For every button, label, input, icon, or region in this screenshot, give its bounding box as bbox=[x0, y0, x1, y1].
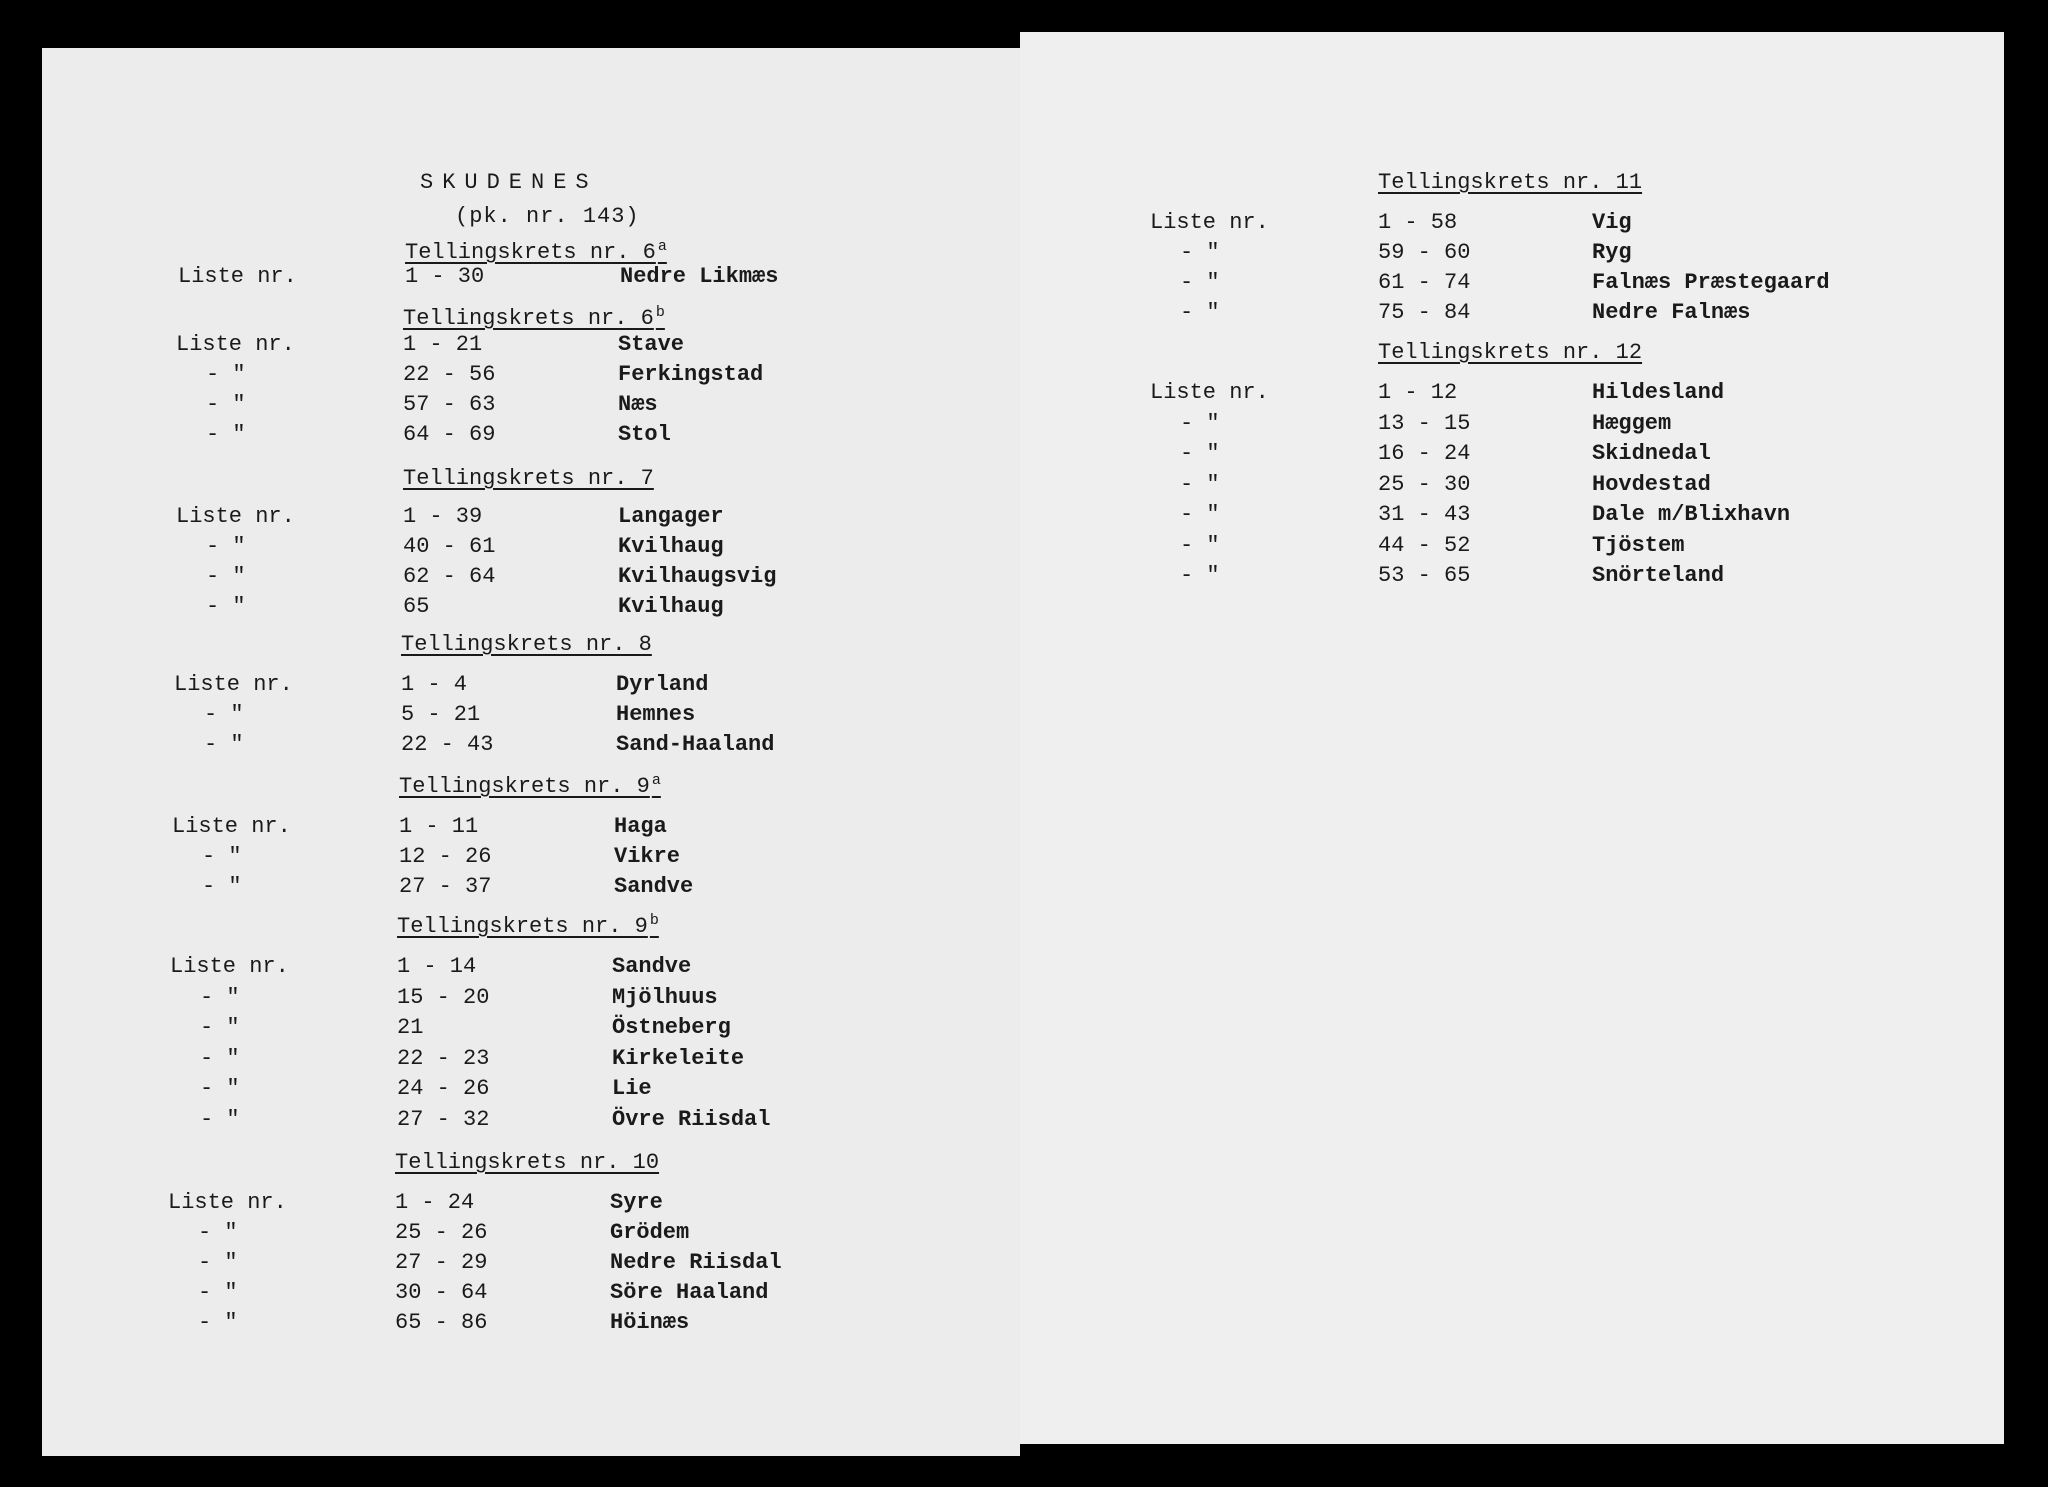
list-range: 57 - 63 bbox=[403, 392, 496, 417]
list-range: 44 - 52 bbox=[1378, 532, 1471, 558]
place-name: Söre Haaland bbox=[610, 1280, 769, 1305]
census-district-heading bbox=[401, 632, 652, 658]
ditto-label: - " bbox=[206, 594, 246, 619]
list-range: 22 - 23 bbox=[397, 1045, 490, 1071]
ditto-label: - " bbox=[206, 392, 246, 417]
list-range: 5 - 21 bbox=[401, 702, 481, 727]
census-district-heading-text: Tellingskrets nr. 11 bbox=[1378, 170, 1643, 195]
ditto-label: - " bbox=[1180, 240, 1220, 265]
place-name: Nedre Falnæs bbox=[1592, 300, 1751, 325]
list-range: 22 - 56 bbox=[403, 362, 496, 387]
list-range: 12 - 26 bbox=[399, 844, 492, 869]
place-name: Sandve bbox=[614, 874, 694, 899]
list-label: Liste nr. bbox=[176, 504, 295, 529]
ditto-label: - " bbox=[200, 1045, 240, 1071]
census-district-heading-text: Tellingskrets nr. 6 bbox=[405, 240, 656, 265]
ditto-label: - " bbox=[202, 844, 242, 869]
place-name: Sandve bbox=[612, 954, 692, 979]
ditto-label: - " bbox=[200, 1076, 240, 1101]
place-name: Hovdestad bbox=[1592, 471, 1711, 497]
list-range: 61 - 74 bbox=[1378, 270, 1471, 295]
place-name: Vig bbox=[1592, 210, 1632, 235]
ditto-label: - " bbox=[198, 1220, 238, 1245]
list-label: Liste nr. bbox=[178, 264, 297, 289]
ditto-label: - " bbox=[202, 874, 242, 899]
place-name: Stave bbox=[618, 332, 685, 357]
census-district-heading bbox=[403, 306, 665, 332]
census-district-heading bbox=[399, 774, 661, 800]
list-range: 75 - 84 bbox=[1378, 300, 1471, 325]
census-district-heading-text: Tellingskrets nr. 7 bbox=[403, 466, 654, 491]
list-range: 13 - 15 bbox=[1378, 410, 1471, 436]
place-name: Dale m/Blixhavn bbox=[1592, 502, 1791, 527]
list-label: Liste nr. bbox=[174, 672, 293, 697]
ditto-label: - " bbox=[198, 1280, 238, 1305]
census-district-suffix: a bbox=[651, 772, 661, 789]
ditto-label: - " bbox=[198, 1310, 238, 1335]
list-label: Liste nr. bbox=[1150, 210, 1269, 235]
list-range: 1 - 30 bbox=[405, 264, 485, 289]
list-range: 1 - 39 bbox=[403, 504, 483, 529]
list-range: 59 - 60 bbox=[1378, 240, 1471, 265]
place-name: Snörteland bbox=[1592, 563, 1725, 588]
ditto-label: - " bbox=[1180, 471, 1220, 497]
place-name: Kvilhaug bbox=[618, 534, 724, 559]
ditto-label: - " bbox=[204, 732, 244, 757]
ditto-label: - " bbox=[1180, 563, 1220, 588]
place-name: Grödem bbox=[610, 1220, 690, 1245]
place-name: Vikre bbox=[614, 844, 681, 869]
place-name: Lie bbox=[612, 1076, 652, 1101]
place-name: Syre bbox=[610, 1190, 663, 1215]
place-name: Hæggem bbox=[1592, 410, 1672, 436]
list-range: 27 - 37 bbox=[399, 874, 492, 899]
place-name: Næs bbox=[618, 392, 658, 417]
ditto-label: - " bbox=[1180, 300, 1220, 325]
list-range: 1 - 4 bbox=[401, 672, 468, 697]
place-name: Nedre Riisdal bbox=[610, 1250, 782, 1275]
place-name: Ferkingstad bbox=[618, 362, 764, 387]
list-range: 1 - 21 bbox=[403, 332, 483, 357]
ditto-label: - " bbox=[1180, 502, 1220, 527]
ditto-label: - " bbox=[200, 1015, 240, 1040]
list-range: 31 - 43 bbox=[1378, 502, 1471, 527]
ditto-label: - " bbox=[206, 362, 246, 387]
ditto-label: - " bbox=[206, 534, 246, 559]
list-range: 65 bbox=[403, 594, 430, 619]
place-name: Skidnedal bbox=[1592, 441, 1711, 466]
list-range: 15 - 20 bbox=[397, 984, 490, 1010]
list-range: 27 - 29 bbox=[395, 1250, 488, 1275]
census-district-heading bbox=[395, 1150, 659, 1176]
ditto-label: - " bbox=[204, 702, 244, 727]
ditto-label: - " bbox=[1180, 410, 1220, 436]
place-name: Kirkeleite bbox=[612, 1045, 745, 1071]
place-name: Övre Riisdal bbox=[612, 1106, 771, 1132]
census-district-heading bbox=[403, 466, 654, 492]
census-district-heading bbox=[1378, 340, 1642, 366]
census-district-heading bbox=[397, 914, 659, 940]
census-district-heading-text: Tellingskrets nr. 9 bbox=[399, 774, 650, 799]
list-range: 24 - 26 bbox=[397, 1076, 490, 1101]
ditto-label: - " bbox=[198, 1250, 238, 1275]
place-name: Stol bbox=[618, 422, 671, 447]
list-label: Liste nr. bbox=[170, 954, 289, 979]
place-name: Kvilhaug bbox=[618, 594, 724, 619]
ditto-label: - " bbox=[206, 564, 246, 589]
place-name: Falnæs Præstegaard bbox=[1592, 270, 1830, 295]
place-name: Haga bbox=[614, 814, 667, 839]
list-range: 1 - 12 bbox=[1378, 380, 1458, 405]
census-district-heading-text: Tellingskrets nr. 8 bbox=[401, 632, 652, 657]
place-name: Höinæs bbox=[610, 1310, 690, 1335]
ditto-label: - " bbox=[1180, 270, 1220, 295]
document-subtitle: (pk. nr. 143) bbox=[455, 204, 640, 229]
list-range: 53 - 65 bbox=[1378, 563, 1471, 588]
list-range: 1 - 14 bbox=[397, 954, 477, 979]
place-name: Hemnes bbox=[616, 702, 696, 727]
list-range: 1 - 11 bbox=[399, 814, 479, 839]
document-title: SKUDENES bbox=[420, 170, 598, 195]
list-range: 40 - 61 bbox=[403, 534, 496, 559]
list-range: 62 - 64 bbox=[403, 564, 496, 589]
list-range: 22 - 43 bbox=[401, 732, 494, 757]
ditto-label: - " bbox=[206, 422, 246, 447]
list-label: Liste nr. bbox=[172, 814, 291, 839]
census-district-suffix: b bbox=[649, 912, 659, 929]
place-name: Ryg bbox=[1592, 240, 1632, 265]
left-page bbox=[42, 48, 1020, 1456]
list-label: Liste nr. bbox=[1150, 380, 1269, 405]
list-range: 27 - 32 bbox=[397, 1106, 490, 1132]
list-label: Liste nr. bbox=[168, 1190, 287, 1215]
census-district-heading-text: Tellingskrets nr. 10 bbox=[395, 1150, 660, 1175]
list-range: 1 - 58 bbox=[1378, 210, 1458, 235]
list-range: 1 - 24 bbox=[395, 1190, 475, 1215]
place-name: Hildesland bbox=[1592, 380, 1725, 405]
place-name: Sand-Haaland bbox=[616, 732, 775, 757]
list-range: 21 bbox=[397, 1015, 424, 1040]
place-name: Langager bbox=[618, 504, 724, 529]
ditto-label: - " bbox=[1180, 532, 1220, 558]
list-label: Liste nr. bbox=[176, 332, 295, 357]
place-name: Dyrland bbox=[616, 672, 709, 697]
right-page bbox=[1020, 32, 2004, 1444]
list-range: 64 - 69 bbox=[403, 422, 496, 447]
census-district-heading-text: Tellingskrets nr. 12 bbox=[1378, 340, 1643, 365]
list-range: 65 - 86 bbox=[395, 1310, 488, 1335]
list-range: 25 - 26 bbox=[395, 1220, 488, 1245]
list-range: 16 - 24 bbox=[1378, 441, 1471, 466]
census-district-heading-text: Tellingskrets nr. 9 bbox=[397, 914, 648, 939]
census-district-suffix: a bbox=[657, 238, 667, 255]
place-name: Mjölhuus bbox=[612, 984, 718, 1010]
list-range: 30 - 64 bbox=[395, 1280, 488, 1305]
place-name: Tjöstem bbox=[1592, 532, 1685, 558]
ditto-label: - " bbox=[200, 1106, 240, 1132]
place-name: Kvilhaugsvig bbox=[618, 564, 777, 589]
census-district-heading-text: Tellingskrets nr. 6 bbox=[403, 306, 654, 331]
census-district-heading bbox=[405, 240, 667, 266]
place-name: Nedre Likmæs bbox=[620, 264, 779, 289]
place-name: Östneberg bbox=[612, 1015, 731, 1040]
ditto-label: - " bbox=[200, 984, 240, 1010]
ditto-label: - " bbox=[1180, 441, 1220, 466]
list-range: 25 - 30 bbox=[1378, 471, 1471, 497]
census-district-heading bbox=[1378, 170, 1642, 196]
census-district-suffix: b bbox=[655, 304, 665, 321]
